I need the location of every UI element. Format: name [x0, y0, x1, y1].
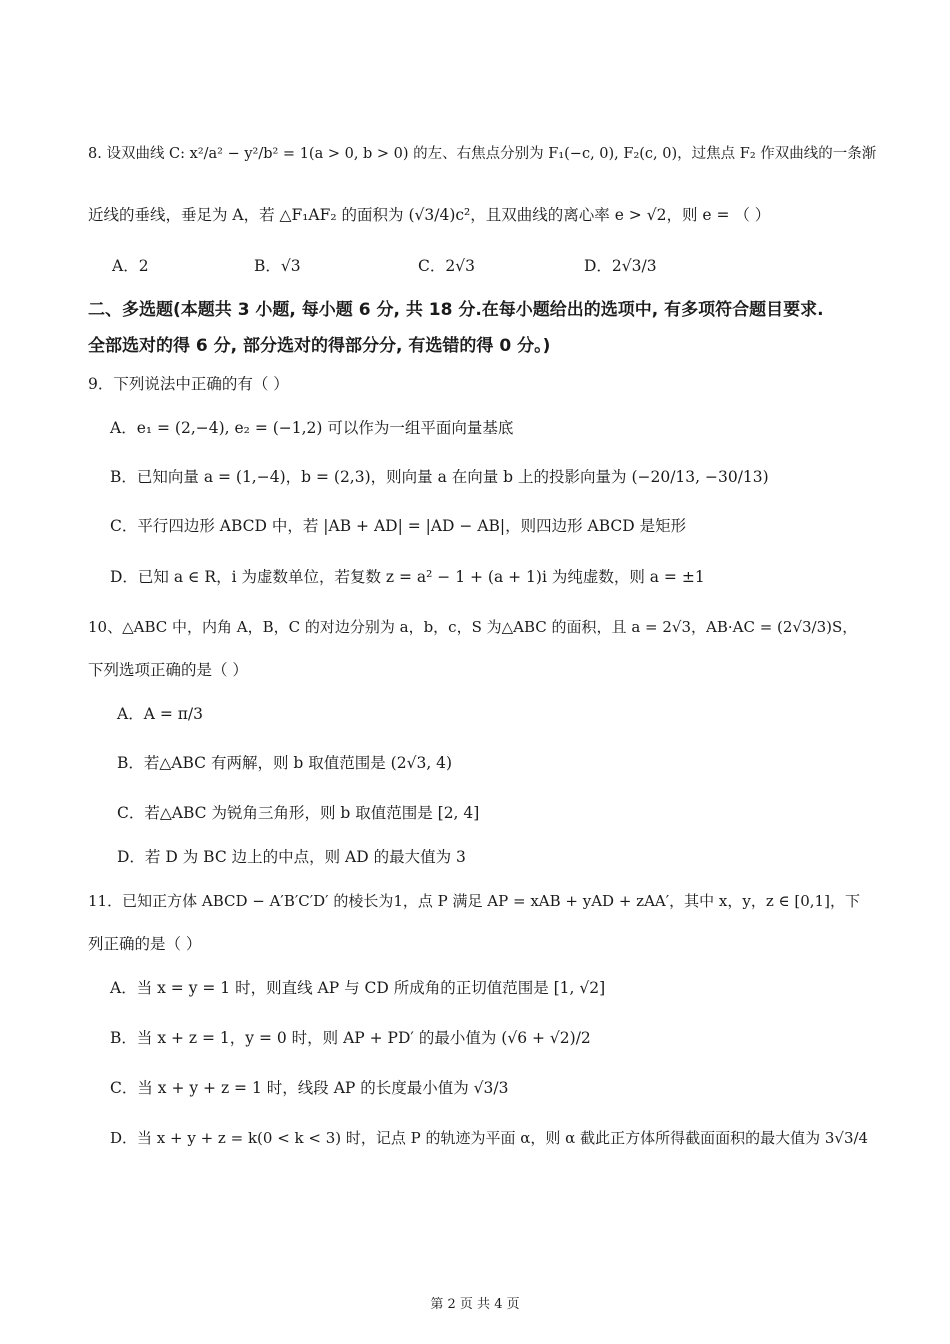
q10-option-c: C．若△ABC 为锐角三角形，则 b 取值范围是 [2, 4]: [117, 804, 480, 822]
q11-stem-line-2: 列正确的是（ ）: [88, 935, 202, 953]
q10-option-b: B．若△ABC 有两解，则 b 取值范围是 (2√3, 4): [117, 754, 453, 772]
q10-stem-line-1: 10、△ABC 中，内角 A，B，C 的对边分别为 a，b，c，S 为△ABC 的面积，且 a = 2√3，AB·AC = (2√3/3)S，: [88, 618, 858, 636]
q9-stem: 9．下列说法中正确的有（ ）: [88, 375, 289, 393]
page-footer: 第 2 页 共 4 页: [430, 1297, 520, 1312]
q9-option-d: D．已知 a ∈ R，i 为虚数单位，若复数 z = a² − 1 + (a + 1)i 为纯虚数，则 a = ±1: [110, 568, 705, 586]
q8-option-b: B．√3: [254, 257, 301, 275]
q9-option-a: A．e₁ = (2,−4), e₂ = (−1,2) 可以作为一组平面向量基底: [110, 419, 514, 437]
q11-option-d: D．当 x + y + z = k(0 < k < 3) 时，记点 P 的轨迹为平面 α，则 α 截此正方体所得截面面积的最大值为 3√3/4: [110, 1129, 869, 1147]
q11-option-c: C．当 x + y + z = 1 时，线段 AP 的长度最小值为 √3/3: [110, 1079, 509, 1097]
q9-option-b: B．已知向量 a = (1,−4)，b = (2,3)，则向量 a 在向量 b 上的投影向量为 (−20/13, −30/13): [110, 468, 769, 486]
section-2-heading-line-2: 全部选对的得 6 分, 部分选对的得部分分, 有选错的得 0 分。): [88, 336, 551, 356]
q11-stem-line-1: 11．已知正方体 ABCD − A′B′C′D′ 的棱长为1，点 P 满足 AP = xAB + yAD + zAA′，其中 x，y，z ∈ [0,1]，下: [88, 892, 860, 910]
q8-stem-line-1: 8. 设双曲线 C: x²/a² − y²/b² = 1(a > 0, b > 0) 的左、右焦点分别为 F₁(−c, 0), F₂(c, 0)，过焦点 F₂ 作双曲线的一条渐: [88, 146, 877, 162]
q10-option-a: A．A = π/3: [117, 705, 203, 723]
q8-option-c: C．2√3: [418, 257, 475, 275]
section-2-heading-line-1: 二、多选题(本题共 3 小题, 每小题 6 分, 共 18 分.在每小题给出的选项中, 有多项符合题目要求.: [88, 300, 824, 320]
q11-option-b: B．当 x + z = 1，y = 0 时，则 AP + PD′ 的最小值为 (√6 + √2)/2: [110, 1029, 591, 1047]
q8-option-d: D．2√3/3: [584, 257, 657, 275]
q8-option-a: A．2: [112, 257, 149, 275]
q11-option-a: A．当 x = y = 1 时，则直线 AP 与 CD 所成角的正切值范围是 [1, √2]: [110, 979, 606, 997]
q10-stem-line-2: 下列选项正确的是（ ）: [88, 661, 248, 679]
q8-stem-line-2: 近线的垂线，垂足为 A，若 △F₁AF₂ 的面积为 (√3/4)c²，且双曲线的离心率 e > √2，则 e = （ ）: [88, 206, 771, 224]
q9-option-c: C．平行四边形 ABCD 中，若 |AB + AD| = |AD − AB|，则四边形 ABCD 是矩形: [110, 517, 687, 535]
q10-option-d: D．若 D 为 BC 边上的中点，则 AD 的最大值为 3: [117, 848, 466, 866]
